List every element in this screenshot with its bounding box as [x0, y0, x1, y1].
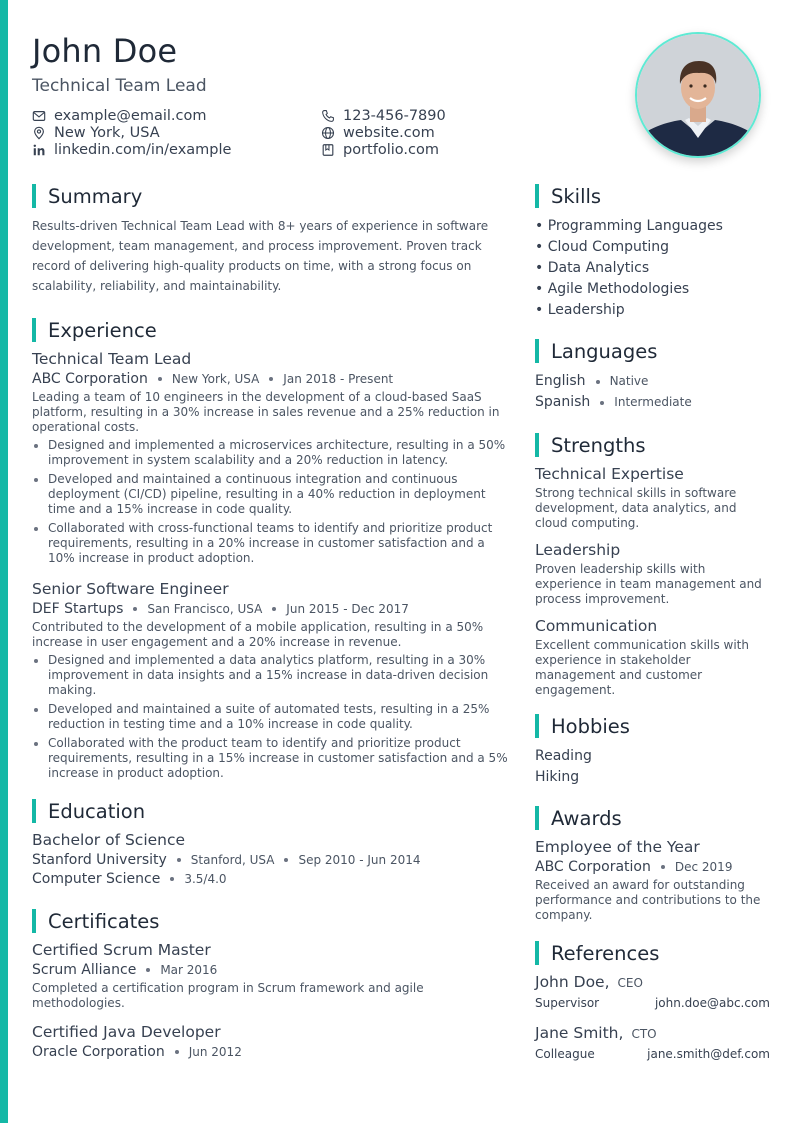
- contact-website-text: website.com: [343, 124, 435, 141]
- skill-item: • Programming Languages: [535, 218, 723, 234]
- reference-details: [535, 1047, 770, 1061]
- job-entry: [32, 580, 512, 781]
- certificate-issuer: Oracle Corporation: [32, 1044, 165, 1060]
- separator-dot: [600, 401, 604, 405]
- hobbies-section: [535, 712, 770, 788]
- section-marker: [32, 184, 36, 208]
- section-marker: [32, 318, 36, 342]
- section-marker: [535, 184, 539, 208]
- reference-relation: Colleague: [535, 1047, 595, 1061]
- skills-heading: [535, 182, 770, 210]
- contact-phone-text: 123-456-7890: [343, 107, 446, 124]
- languages-heading: [535, 337, 770, 365]
- strengths-section: [535, 431, 770, 698]
- summary-heading-text: Summary: [48, 184, 143, 208]
- education-field: Computer Science: [32, 871, 161, 887]
- job-title: Senior Software Engineer: [32, 580, 229, 598]
- reference-email[interactable]: john.doe@abc.com: [654, 996, 770, 1010]
- separator-dot: [158, 377, 162, 381]
- language-name: Spanish: [535, 394, 591, 410]
- contact-location: [32, 124, 321, 141]
- section-marker: [32, 909, 36, 933]
- education-section: [32, 797, 512, 887]
- awards-section: [535, 804, 770, 923]
- summary-heading: [32, 182, 512, 210]
- job-bullet: Developed and maintained a continuous integration and continuous deployment (CI/CD) pipeline, resulting in a 40% reduction in deployment time and a 15% increase in code quality.: [32, 472, 512, 517]
- separator-dot: [272, 607, 276, 611]
- contact-portfolio-text: portfolio.com: [343, 141, 439, 158]
- reference-name: Jane Smith,: [535, 1024, 624, 1042]
- hobby-item: Reading: [535, 748, 592, 764]
- strengths-heading: [535, 431, 770, 459]
- education-gpa: 3.5/4.0: [184, 872, 227, 886]
- language-level: Native: [609, 374, 649, 388]
- education-school: Stanford University: [32, 852, 167, 868]
- reference-details: [535, 996, 770, 1010]
- award-title: Employee of the Year: [535, 838, 700, 856]
- job-description: Leading a team of 10 engineers in the development of a cloud-based SaaS platform, resulting in a 30% increase in sales revenue and a 25% reduction in operational costs.: [32, 390, 500, 434]
- contact-website[interactable]: [321, 124, 601, 141]
- phone-icon: [321, 109, 335, 123]
- job-company: DEF Startups: [32, 601, 124, 617]
- job-bullet: Collaborated with the product team to identify and prioritize product requirements, resulting in a 15% increase in customer satisfaction and a 5% increase in product adoption.: [32, 736, 512, 781]
- right-column: [535, 182, 770, 1061]
- job-bullet: Designed and implemented a data analytics platform, resulting in a 30% improvement in data insights and a 15% increase in data-driven decision making.: [32, 653, 512, 698]
- hobbies-heading-text: Hobbies: [551, 714, 630, 738]
- hobby-item: Hiking: [535, 769, 580, 785]
- award-org: ABC Corporation: [535, 859, 651, 875]
- job-location: San Francisco, USA: [147, 602, 263, 616]
- education-location: Stanford, USA: [190, 853, 275, 867]
- certificate-entry: [32, 1023, 512, 1060]
- strength-description: Strong technical skills in software development, data analytics, and cloud computing.: [535, 486, 737, 530]
- job-dates: Jan 2018 - Present: [283, 372, 394, 386]
- skill-item: • Leadership: [535, 302, 625, 318]
- reference-name-row: [535, 1024, 770, 1042]
- job-title: Technical Team Lead: [32, 350, 192, 368]
- resume-title: Technical Team Lead: [32, 76, 207, 96]
- resume-page: [32, 0, 772, 1123]
- summary-section: [32, 182, 512, 296]
- job-entry: [32, 350, 512, 566]
- language-item: [535, 392, 770, 413]
- reference-item: [535, 973, 770, 1010]
- skill-item: • Cloud Computing: [535, 239, 670, 255]
- certificate-description: Completed a certification program in Scrum framework and agile methodologies.: [32, 981, 424, 1010]
- accent-bar: [0, 0, 8, 1123]
- section-marker: [32, 799, 36, 823]
- contact-linkedin-text: linkedin.com/in/example: [54, 141, 232, 158]
- job-bullet: Collaborated with cross-functional teams to identify and prioritize product requirements, resulting in a 20% increase in customer satisfaction and a 10% increase in product adoption.: [32, 521, 512, 566]
- language-item: [535, 371, 770, 392]
- section-marker: [535, 433, 539, 457]
- separator-dot: [284, 858, 288, 862]
- certificate-meta: [32, 962, 512, 978]
- avatar: [635, 32, 761, 158]
- email-icon: [32, 109, 46, 123]
- contact-location-text: New York, USA: [54, 124, 160, 141]
- reference-title: CTO: [631, 1027, 657, 1041]
- contact-email[interactable]: [32, 107, 321, 124]
- languages-section: [535, 337, 770, 413]
- strength-item: [535, 465, 770, 531]
- separator-dot: [146, 968, 150, 972]
- contact-phone[interactable]: [321, 107, 601, 124]
- certificate-date: Mar 2016: [160, 963, 218, 977]
- contact-email-text: example@email.com: [54, 107, 207, 124]
- linkedin-icon: [32, 143, 46, 157]
- contact-list: [32, 107, 612, 158]
- job-bullet: Designed and implemented a microservices architecture, resulting in a 50% improvement in system scalability and a 20% reduction in latency.: [32, 438, 512, 468]
- globe-icon: [321, 126, 335, 140]
- education-heading-text: Education: [48, 799, 146, 823]
- contact-portfolio[interactable]: [321, 141, 601, 158]
- strength-item: [535, 617, 770, 698]
- certificate-name: Certified Java Developer: [32, 1023, 221, 1041]
- awards-heading-text: Awards: [551, 806, 622, 830]
- award-date: Dec 2019: [674, 860, 733, 874]
- certificates-heading-text: Certificates: [48, 909, 160, 933]
- reference-item: [535, 1024, 770, 1061]
- language-level: Intermediate: [614, 395, 692, 409]
- strength-title: Communication: [535, 617, 658, 635]
- language-name: English: [535, 373, 586, 389]
- languages-heading-text: Languages: [551, 339, 658, 363]
- strength-title: Leadership: [535, 541, 621, 559]
- award-description: Received an award for outstanding performance and contributions to the company.: [535, 878, 761, 922]
- certificate-issuer: Scrum Alliance: [32, 962, 137, 978]
- separator-dot: [269, 377, 273, 381]
- references-section: [535, 939, 770, 1061]
- reference-relation: Supervisor: [535, 996, 600, 1010]
- section-marker: [535, 339, 539, 363]
- strength-title: Technical Expertise: [535, 465, 684, 483]
- resume-name: John Doe: [32, 32, 178, 70]
- skills-section: [535, 182, 770, 321]
- separator-dot: [133, 607, 137, 611]
- separator-dot: [170, 877, 174, 881]
- education-degree: Bachelor of Science: [32, 831, 186, 849]
- job-dates: Jun 2015 - Dec 2017: [286, 602, 409, 616]
- reference-name: John Doe,: [535, 973, 610, 991]
- reference-name-row: [535, 973, 770, 991]
- certificate-meta: [32, 1044, 512, 1060]
- job-bullets: [32, 653, 512, 781]
- skill-item: • Agile Methodologies: [535, 281, 690, 297]
- certificate-date: Jun 2012: [188, 1045, 242, 1059]
- contact-linkedin[interactable]: [32, 141, 321, 158]
- left-column: [32, 182, 512, 1060]
- job-meta: [32, 601, 512, 617]
- award-meta: [535, 859, 770, 875]
- strength-description: Excellent communication skills with experience in stakeholder management and customer engagement.: [535, 638, 749, 697]
- job-company: ABC Corporation: [32, 371, 148, 387]
- education-field-line: [32, 871, 512, 887]
- education-dates: Sep 2010 - Jun 2014: [298, 853, 421, 867]
- section-marker: [535, 714, 539, 738]
- education-heading: [32, 797, 512, 825]
- skills-heading-text: Skills: [551, 184, 602, 208]
- hobbies-heading: [535, 712, 770, 740]
- bookmark-icon: [321, 143, 335, 157]
- references-heading-text: References: [551, 941, 660, 965]
- education-meta: [32, 852, 512, 868]
- separator-dot: [596, 380, 600, 384]
- experience-heading-text: Experience: [48, 318, 157, 342]
- strengths-heading-text: Strengths: [551, 433, 646, 457]
- experience-heading: [32, 316, 512, 344]
- job-description: Contributed to the development of a mobile application, resulting in a 50% increase in user engagement and a 20% increase in revenue.: [32, 620, 484, 649]
- separator-dot: [177, 858, 181, 862]
- job-meta: [32, 371, 512, 387]
- experience-section: [32, 316, 512, 781]
- reference-title: CEO: [617, 976, 643, 990]
- awards-heading: [535, 804, 770, 832]
- certificates-heading: [32, 907, 512, 935]
- skill-item: • Data Analytics: [535, 260, 650, 276]
- certificates-section: [32, 907, 512, 1060]
- separator-dot: [661, 865, 665, 869]
- job-bullet: Developed and maintained a suite of automated tests, resulting in a 25% reduction in testing time and a 10% increase in code quality.: [32, 702, 512, 732]
- references-heading: [535, 939, 770, 967]
- profile-photo-icon: [637, 34, 759, 156]
- strength-description: Proven leadership skills with experience in team management and process improvement.: [535, 562, 762, 606]
- job-location: New York, USA: [171, 372, 260, 386]
- certificate-entry: [32, 941, 512, 1011]
- strength-item: [535, 541, 770, 607]
- separator-dot: [175, 1050, 179, 1054]
- section-marker: [535, 806, 539, 830]
- certificate-name: Certified Scrum Master: [32, 941, 211, 959]
- reference-email[interactable]: jane.smith@def.com: [647, 1047, 770, 1061]
- location-pin-icon: [32, 126, 46, 140]
- summary-text: Results-driven Technical Team Lead with 8+ years of experience in software development, team management, and process improvement. Proven track record of delivering high-quality products on time, with a strong focus on scalability, reliability, and maintainability.: [32, 219, 489, 293]
- section-marker: [535, 941, 539, 965]
- job-bullets: [32, 438, 512, 566]
